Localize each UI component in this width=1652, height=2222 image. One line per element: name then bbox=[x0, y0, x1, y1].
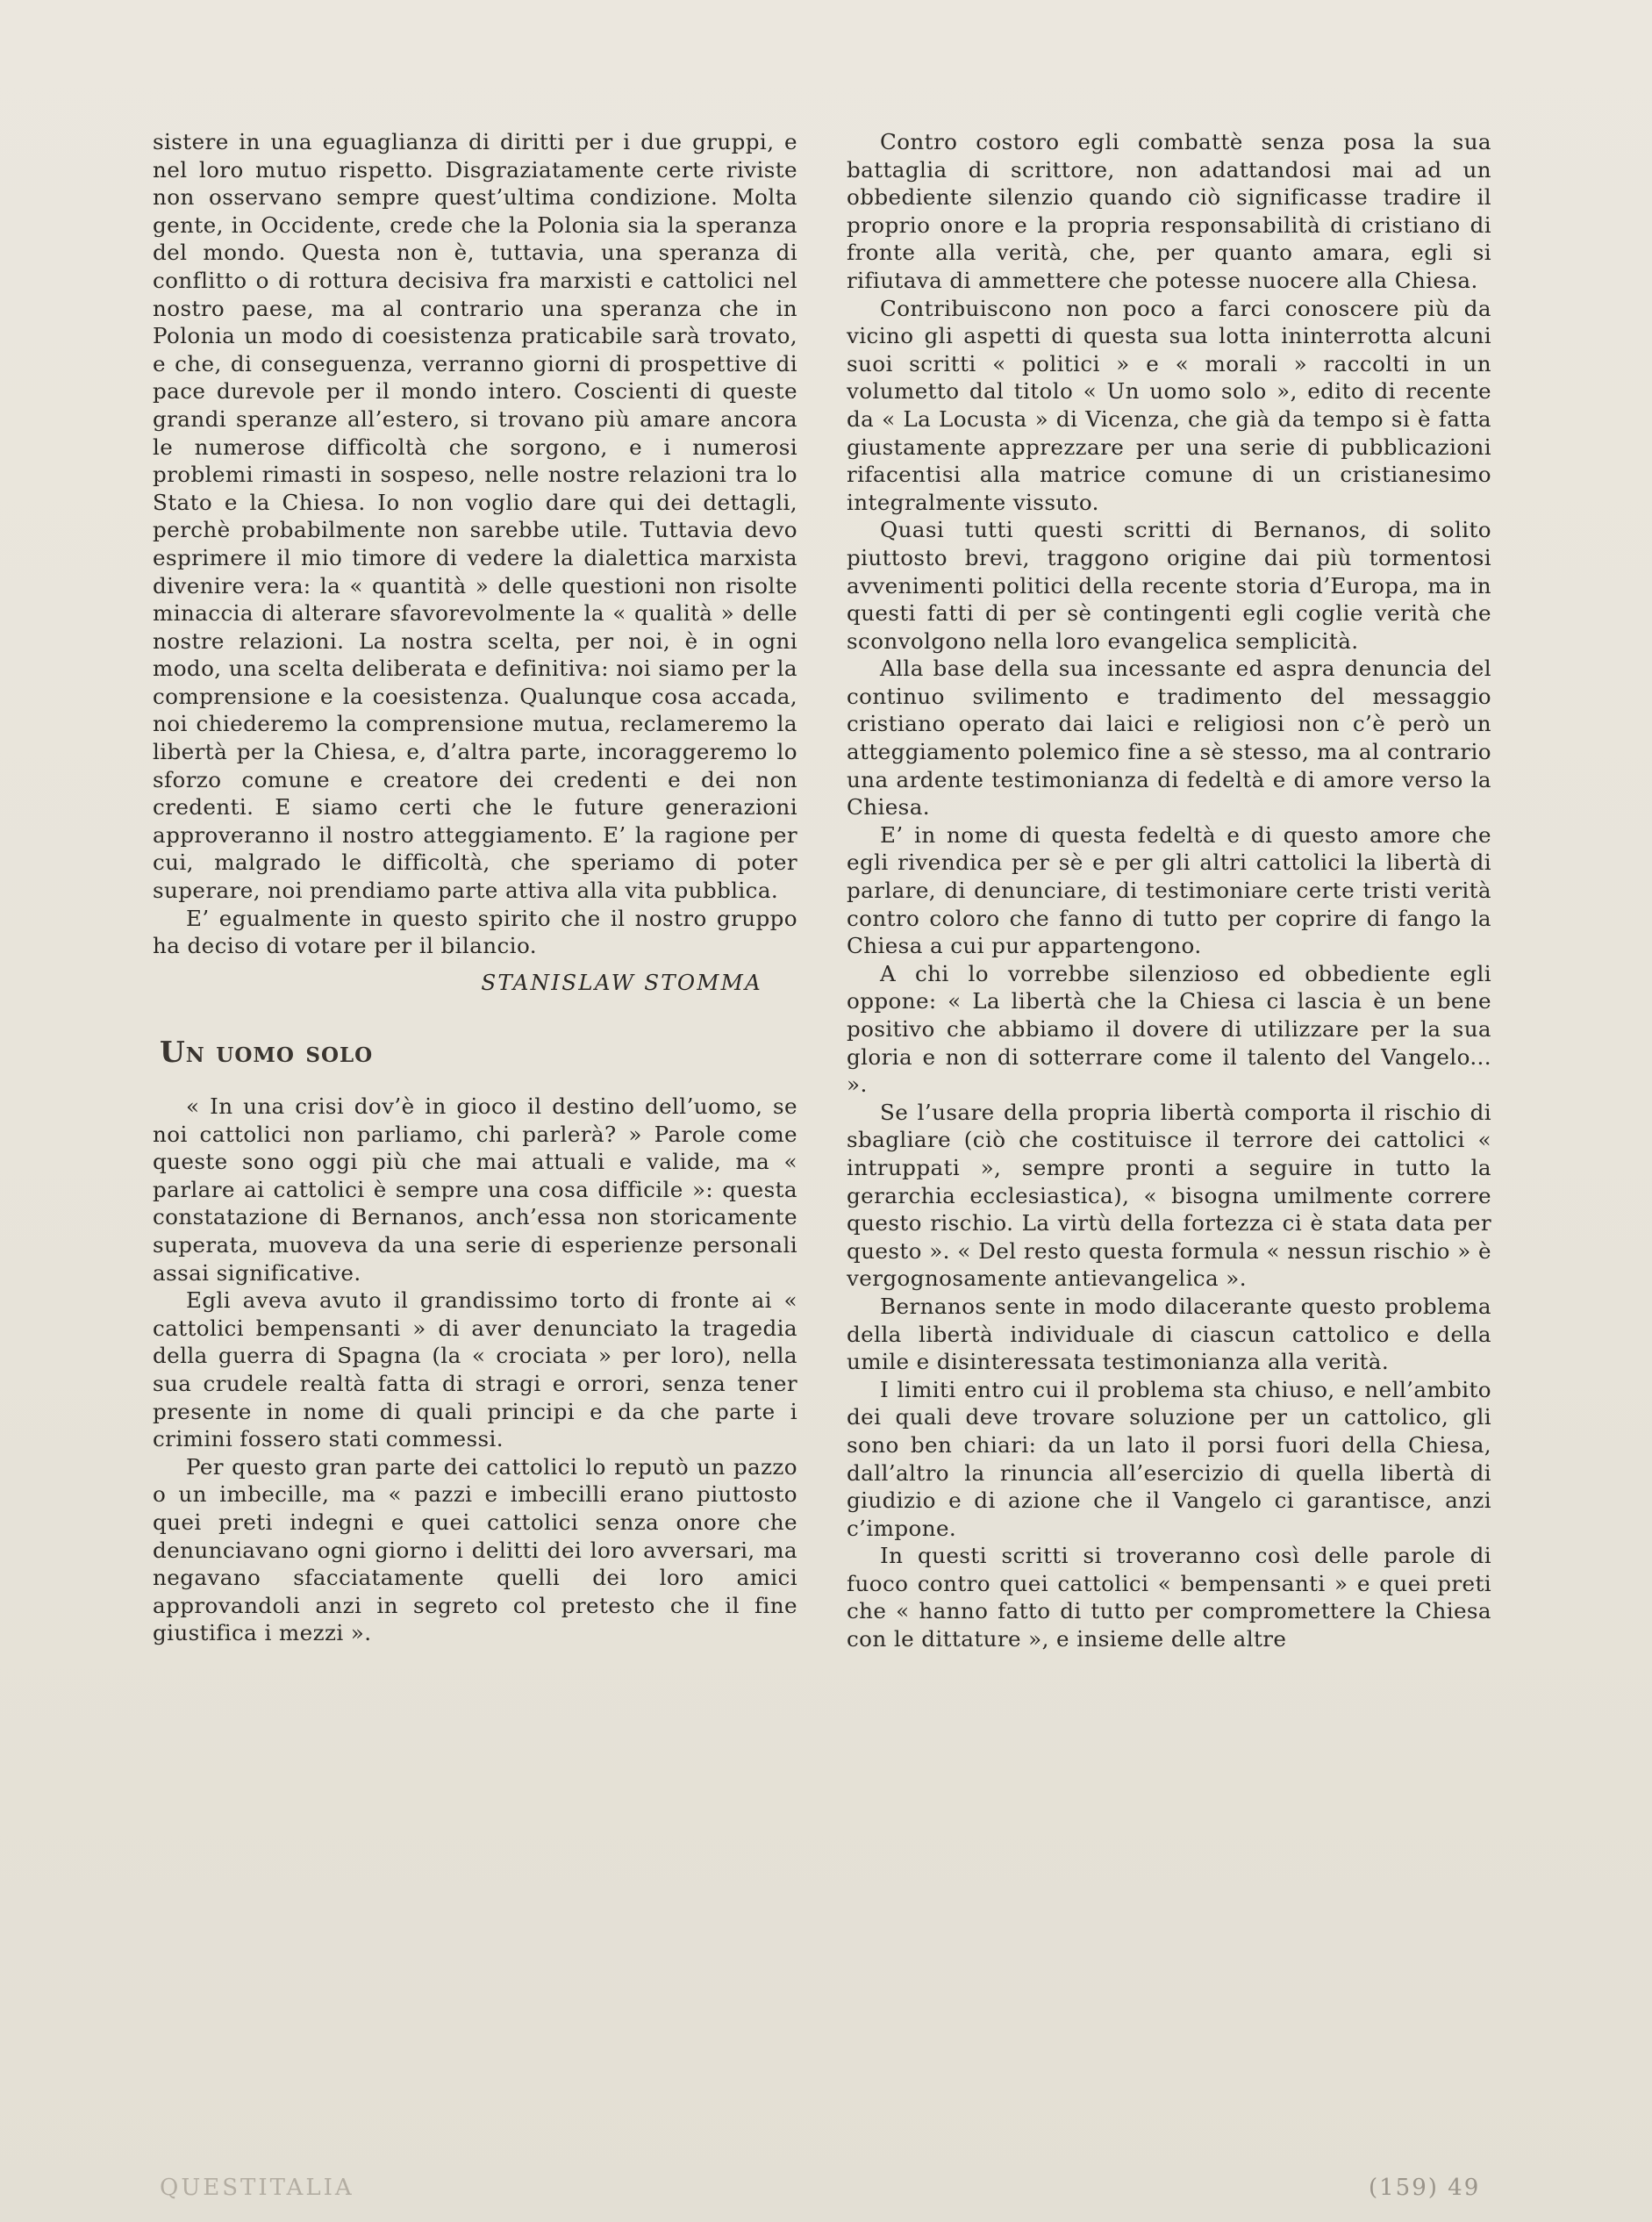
paragraph: Per questo gran parte dei cattolici lo reputò un pazzo o un imbecille, ma « pazzi e imbecilli erano piuttosto quei preti indegni e quei cattolici senza onore che denunciavano ogni giorno i delitti dei loro avversari, ma negavano sfacciatamente quelli dei loro amici approvandoli anzi in segreto col pretesto che il fine giustifica i mezzi ». bbox=[153, 1453, 797, 1646]
paragraph: In questi scritti si troveranno così delle parole di fuoco contro quei cattolici « bempensanti » e quei preti che « hanno fatto di tutto per compromettere la Chiesa con le dittature », e insieme delle altre bbox=[847, 1543, 1491, 1652]
left-column bbox=[153, 128, 797, 1647]
paragraph: E’ egualmente in questo spirito che il nostro gruppo ha deciso di votare per il bilancio. bbox=[153, 905, 797, 959]
footer-magazine-name: QUESTITALIA bbox=[160, 2175, 354, 2201]
paragraph: Bernanos sente in modo dilacerante questo problema della libertà individuale di ciascun cattolico e della umile e disinteressata testimonianza alla verità. bbox=[847, 1293, 1491, 1375]
paragraph: Contribuiscono non poco a farci conoscere più da vicino gli aspetti di questa sua lotta ininterrotta alcuni suoi scritti « politici » e « morali » raccolti in un volumetto dal titolo « Un uomo solo », edito di recente da « La Locusta » di Vicenza, che già da tempo si è fatta giustamente apprezzare per una serie di pubblicazioni rifacentisi alla matrice comune di un cristianesimo integralmente vissuto. bbox=[847, 295, 1491, 515]
section-title: Un uomo solo bbox=[160, 1035, 374, 1070]
paragraph: Se l’usare della propria libertà comporta il rischio di sbagliare (ciò che costituisce il terrore dei cattolici « intruppati », sempre pronti a seguire in tutto la gerarchia ecclesiastica), « bisogna umilmente correre questo rischio. La virtù della fortezza ci è stata data per questo ». « Del resto questa formula « nessun rischio » è vergognosamente antievangelica ». bbox=[847, 1099, 1491, 1292]
paragraph: Alla base della sua incessante ed aspra denuncia del continuo svilimento e tradimento del messaggio cristiano operato dai laici e religiosi non c’è però un atteggiamento polemico fine a sè stesso, ma al contrario una ardente testimonianza di fedeltà e di amore verso la Chiesa. bbox=[847, 656, 1491, 821]
paragraph: Quasi tutti questi scritti di Bernanos, di solito piuttosto brevi, traggono origine dai più tormentosi avvenimenti politici della recente storia d’Europa, ma in questi fatti di per sè contingenti egli coglie verità che sconvolgono nella loro evangelica semplicità. bbox=[847, 517, 1491, 654]
paragraph: A chi lo vorrebbe silenzioso ed obbediente egli oppone: « La libertà che la Chiesa ci lascia è un bene positivo che abbiamo il dovere di utilizzare per la sua gloria e non di sotterrare come il talento del Vangelo... ». bbox=[847, 960, 1491, 1098]
paragraph: « In una crisi dov’è in gioco il destino dell’uomo, se noi cattolici non parliamo, chi parlerà? » Parole come queste sono oggi più che mai attuali e valide, ma « parlare ai cattolici è sempre una cosa difficile »: questa constatazione di Bernanos, anch’essa non storicamente superata, muoveva da una serie di esperienze personali assai significative. bbox=[153, 1093, 797, 1286]
paragraph: sistere in una eguaglianza di diritti per i due gruppi, e nel loro mutuo rispetto. Disgraziatamente certe riviste non osservano sempre quest’ultima condizione. Molta gente, in Occidente, crede che la Polonia sia la speranza del mondo. Questa non è, tuttavia, una speranza di conflitto o di rottura decisiva fra marxisti e cattolici nel nostro paese, ma al contrario una speranza che in Polonia un modo di coesistenza praticabile sarà trovato, e che, di conseguenza, verranno giorni di prospettive di pace durevole per il mondo intero. Coscienti di queste grandi speranze all’estero, si trovano più amare ancora le numerose difficoltà che sorgono, e i numerosi problemi rimasti in sospeso, nelle nostre relazioni tra lo Stato e la Chiesa. Io non voglio dare qui dei dettagli, perchè probabilmente non sarebbe utile. Tuttavia devo esprimere il mio timore di vedere la dialettica marxista divenire vera: la « quantità » delle questioni non risolte minaccia di alterare sfavorevolmente la « qualità » delle nostre relazioni. La nostra scelta, per noi, è in ogni modo, una scelta deliberata e definitiva: noi siamo per la comprensione e la coesistenza. Qualunque cosa accada, noi chiederemo la comprensione mutua, reclameremo la libertà per la Chiesa, e, d’altra parte, incoraggeremo lo sforzo comune e creatore dei credenti e dei non credenti. E siamo certi che le future generazioni approveranno il nostro atteggiamento. E’ la ragione per cui, malgrado le difficoltà, che speriamo di poter superare, noi prendiamo parte attiva alla vita pubblica. bbox=[153, 129, 797, 904]
paragraph: I limiti entro cui il problema sta chiuso, e nell’ambito dei quali deve trovare soluzione per un cattolico, gli sono ben chiari: da un lato il porsi fuori della Chiesa, dall’altro la rinuncia all’esercizio di quella libertà di giudizio e di azione che il Vangelo ci garantisce, anzi c’impone. bbox=[847, 1376, 1491, 1541]
right-column bbox=[847, 128, 1491, 1653]
author-signature: STANISLAW STOMMA bbox=[481, 969, 762, 995]
footer-page-number: (159) 49 bbox=[1369, 2175, 1481, 2201]
paragraph: Egli aveva avuto il grandissimo torto di fronte ai « cattolici bempensanti » di aver denunciato la tragedia della guerra di Spagna (la « crociata » per loro), nella sua crudele realtà fatta di stragi e orrori, senza tener presente in nome di quali principi e da che parte i crimini fossero stati commessi. bbox=[153, 1287, 797, 1452]
paragraph: Contro costoro egli combattè senza posa la sua battaglia di scrittore, non adattandosi mai ad un obbediente silenzio quando ciò significasse tradire il proprio onore e la propria responsabilità di cristiano di fronte alla verità, che, per quanto amara, egli si rifiutava di ammettere che potesse nuocere alla Chiesa. bbox=[847, 129, 1491, 293]
paragraph: E’ in nome di questa fedeltà e di questo amore che egli rivendica per sè e per gli altri cattolici la libertà di parlare, di denunciare, di testimoniare certe tristi verità contro coloro che fanno di tutto per coprire di fango la Chiesa a cui pur appartengono. bbox=[847, 821, 1491, 959]
